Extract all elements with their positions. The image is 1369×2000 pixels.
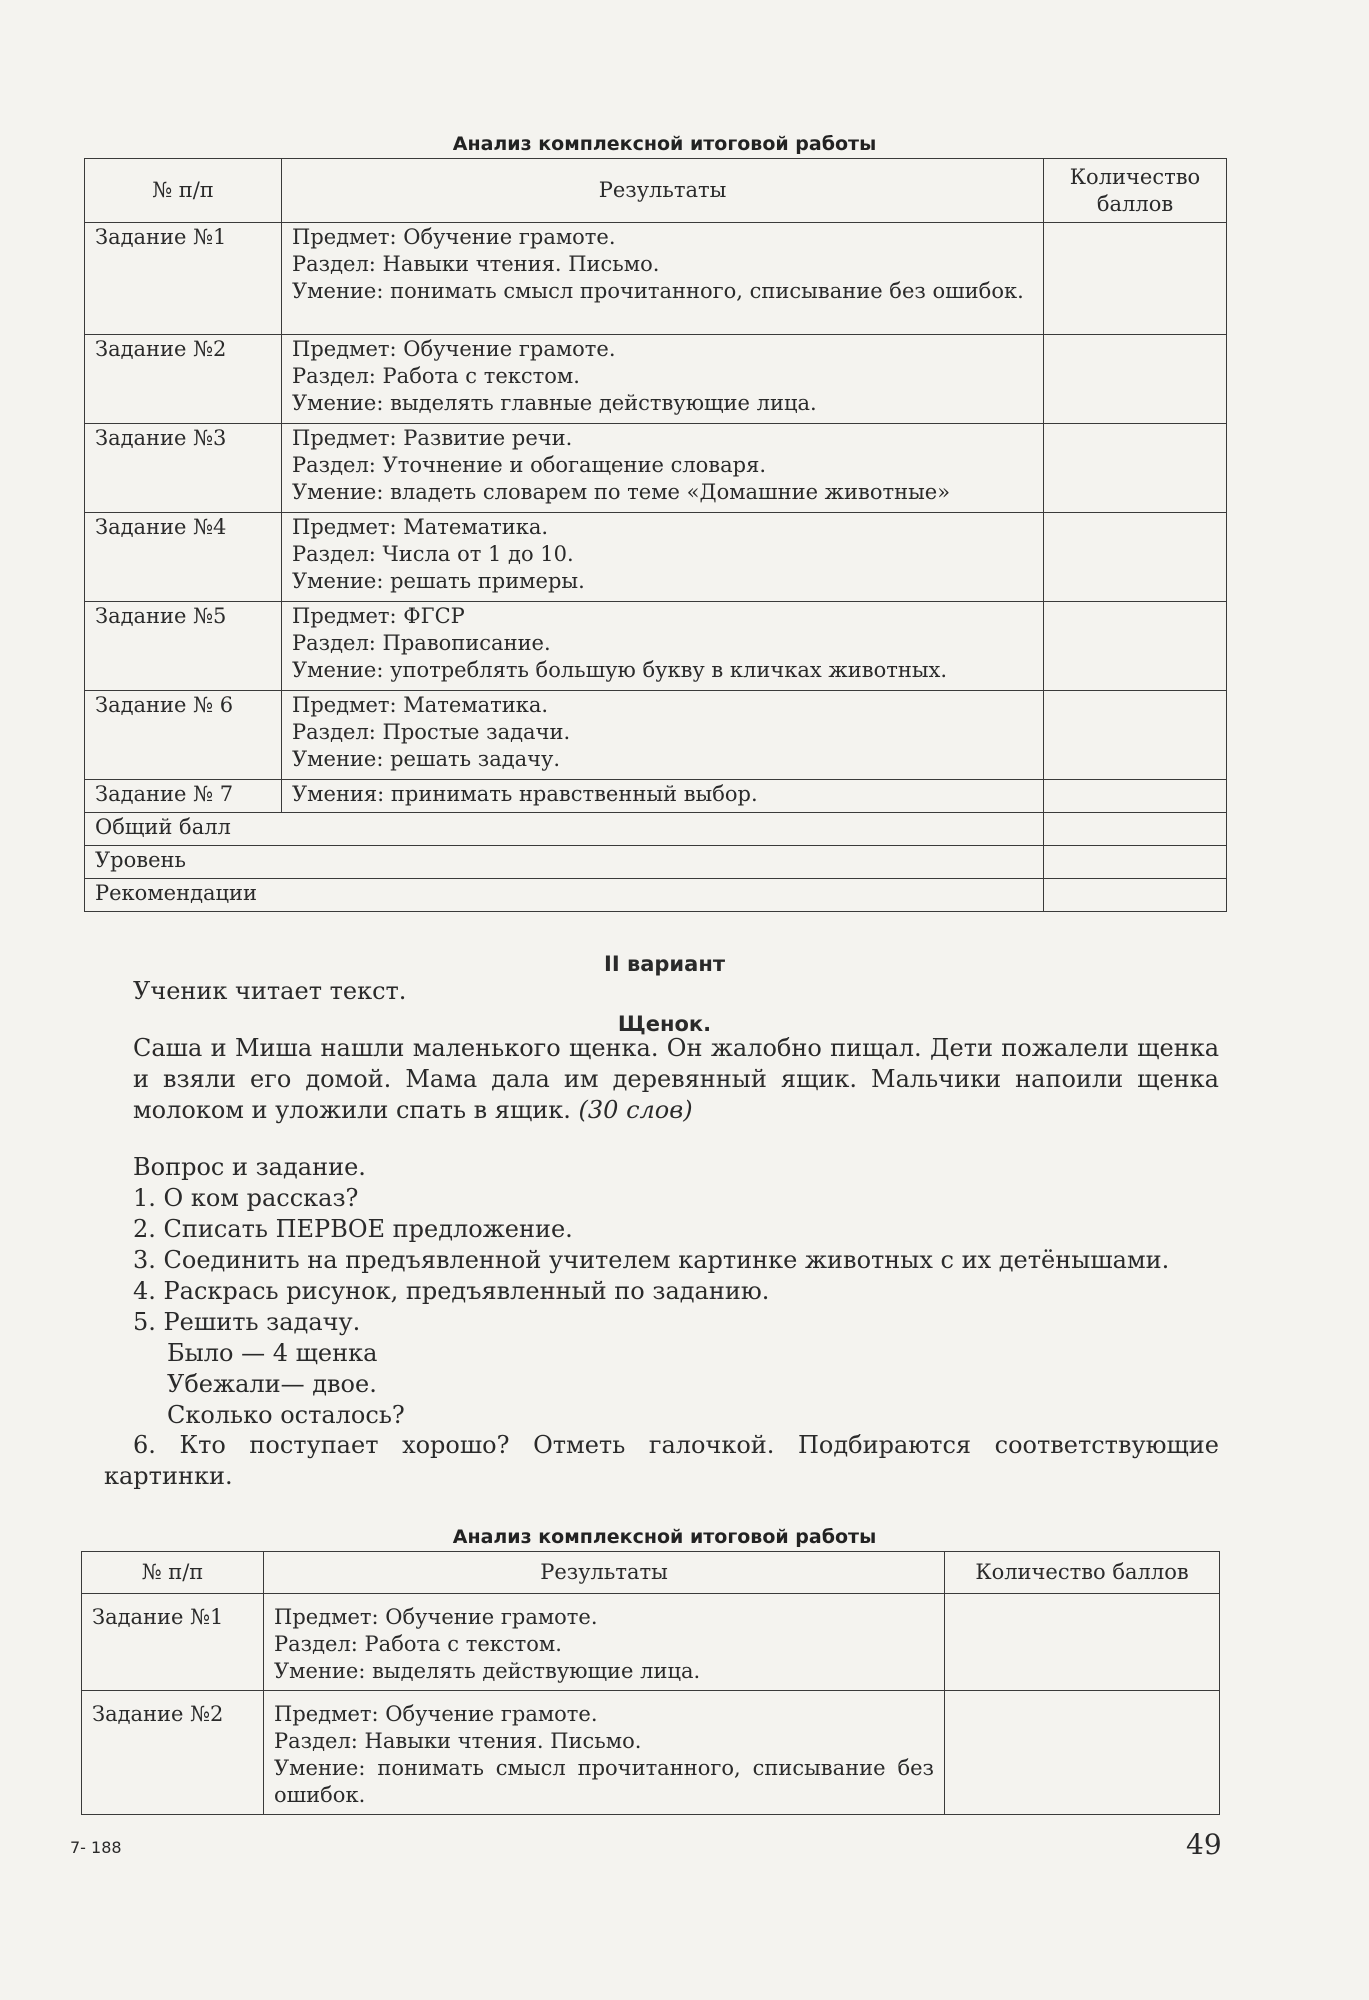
- result-line: Умение: владеть словарем по теме «Домашние животные»: [292, 480, 951, 504]
- header-results: Результаты: [282, 159, 1044, 223]
- task-label: Задание №2: [85, 335, 282, 424]
- result-line: Умение: выделять главные действующие лица.: [292, 391, 817, 415]
- story-paragraph: [133, 1033, 1219, 1126]
- footer-code: 7- 188: [70, 1838, 122, 1857]
- result-line: Предмет: Обучение грамоте.: [292, 337, 616, 361]
- score-cell: [945, 1691, 1220, 1815]
- intro-text: Ученик читает текст.: [133, 977, 407, 1005]
- story-title: Щенок.: [617, 1012, 712, 1036]
- result-line: Умение: употреблять большую букву в кличках животных.: [292, 658, 948, 682]
- score-cell: [1044, 424, 1227, 513]
- table-row: [85, 424, 1227, 513]
- task-results: [282, 223, 1044, 335]
- task-label: Задание №4: [85, 513, 282, 602]
- question-6: 6. Кто поступает хорошо? Отметь галочкой. Подбираются соответствующие картинки.: [104, 1431, 1219, 1490]
- question-item: 5. Решить задачу.: [133, 1308, 361, 1336]
- score-cell: [1044, 513, 1227, 602]
- table-header-row: [85, 159, 1227, 223]
- task-label: Задание №1: [82, 1594, 264, 1691]
- task-results: [264, 1691, 945, 1815]
- problem-line: Сколько осталось?: [167, 1401, 405, 1429]
- variant-heading: II вариант: [604, 952, 725, 976]
- problem-line: Было — 4 щенка: [167, 1339, 378, 1367]
- table-row: [82, 1691, 1220, 1815]
- task-results: [282, 513, 1044, 602]
- result-line: Раздел: Числа от 1 до 10.: [292, 542, 574, 566]
- table-row: [85, 691, 1227, 780]
- header-score: Количество баллов: [1044, 159, 1227, 223]
- question-item: 3. Соединить на предъявленной учителем картинке животных с их детёнышами.: [133, 1246, 1170, 1274]
- result-line: Раздел: Работа с текстом.: [274, 1632, 562, 1656]
- task-label: Задание № 7: [85, 780, 282, 813]
- result-line: Умения: принимать нравственный выбор.: [292, 782, 758, 806]
- task-results: [282, 602, 1044, 691]
- result-line: Умение: решать примеры.: [292, 569, 585, 593]
- header-score: Количество баллов: [945, 1552, 1220, 1594]
- result-line: Раздел: Работа с текстом.: [292, 364, 580, 388]
- header-num: № п/п: [82, 1552, 264, 1594]
- result-line: Умение: понимать смысл прочитанного, списывание без ошибок.: [292, 279, 1024, 303]
- result-line: Раздел: Уточнение и обогащение словаря.: [292, 453, 767, 477]
- result-line: Умение: решать задачу.: [292, 747, 561, 771]
- score-cell: [1044, 223, 1227, 335]
- task-results: [282, 691, 1044, 780]
- table-row: [85, 335, 1227, 424]
- question-item: 4. Раскрась рисунок, предъявленный по заданию.: [133, 1277, 770, 1305]
- problem-line: Убежали— двое.: [167, 1370, 377, 1398]
- result-line: Предмет: Математика.: [292, 515, 549, 539]
- score-cell: [1044, 335, 1227, 424]
- task-label: Задание №2: [82, 1691, 264, 1815]
- summary-label: Уровень: [85, 846, 1044, 879]
- score-cell: [945, 1594, 1220, 1691]
- summary-row: [85, 846, 1227, 879]
- result-line: Предмет: Обучение грамоте.: [292, 225, 616, 249]
- result-line: Раздел: Простые задачи.: [292, 720, 571, 744]
- task-label: Задание №3: [85, 424, 282, 513]
- summary-row: [85, 813, 1227, 846]
- task-label: Задание №1: [85, 223, 282, 335]
- score-cell: [1044, 691, 1227, 780]
- questions-list: [133, 1183, 1233, 1431]
- story-word-count: (30 слов): [578, 1096, 693, 1124]
- summary-row: [85, 879, 1227, 912]
- result-line: Раздел: Навыки чтения. Письмо.: [292, 252, 660, 276]
- task-label: Задание № 6: [85, 691, 282, 780]
- result-line: Предмет: Обучение грамоте.: [274, 1605, 598, 1629]
- questions-title: Вопрос и задание.: [133, 1153, 366, 1181]
- summary-label: Рекомендации: [85, 879, 1044, 912]
- table-header-row: [82, 1552, 1220, 1594]
- score-cell: [1044, 879, 1227, 912]
- result-line: Предмет: Развитие речи.: [292, 426, 573, 450]
- task-label: Задание №5: [85, 602, 282, 691]
- header-results: Результаты: [264, 1552, 945, 1594]
- task-results: [282, 780, 1044, 813]
- result-line: Раздел: Навыки чтения. Письмо.: [274, 1729, 642, 1753]
- task-results: [282, 424, 1044, 513]
- result-line: Предмет: Математика.: [292, 693, 549, 717]
- result-line: Умение: выделять действующие лица.: [274, 1659, 701, 1683]
- analysis-table-1: [84, 158, 1227, 912]
- page-number: 49: [1186, 1828, 1222, 1861]
- result-line: Предмет: Обучение грамоте.: [274, 1702, 598, 1726]
- score-cell: [1044, 846, 1227, 879]
- table-row: [85, 223, 1227, 335]
- question-item: 1. О ком рассказ?: [133, 1184, 359, 1212]
- table2-caption: Анализ комплексной итоговой работы: [452, 1526, 877, 1548]
- task-results: [264, 1594, 945, 1691]
- header-num: № п/п: [85, 159, 282, 223]
- task-results: [282, 335, 1044, 424]
- result-line: Раздел: Правописание.: [292, 631, 551, 655]
- score-cell: [1044, 813, 1227, 846]
- table-row: [85, 513, 1227, 602]
- result-line: Умение: понимать смысл прочитанного, списывание без ошибок.: [274, 1756, 934, 1807]
- analysis-table-2: [81, 1551, 1220, 1815]
- story-text: Саша и Миша нашли маленького щенка. Он жалобно пищал. Дети пожалели щенка и взяли его домой. Мама дала им деревянный ящик. Мальчики напоили щенка молоком и уложили спать в ящик.: [133, 1034, 1219, 1124]
- score-cell: [1044, 780, 1227, 813]
- question-item: 2. Списать ПЕРВОЕ предложение.: [133, 1215, 573, 1243]
- result-line: Предмет: ФГСР: [292, 604, 465, 628]
- table1-caption: Анализ комплексной итоговой работы: [452, 133, 877, 155]
- summary-label: Общий балл: [85, 813, 1044, 846]
- table-row: [85, 602, 1227, 691]
- table-row: [85, 780, 1227, 813]
- score-cell: [1044, 602, 1227, 691]
- table-row: [82, 1594, 1220, 1691]
